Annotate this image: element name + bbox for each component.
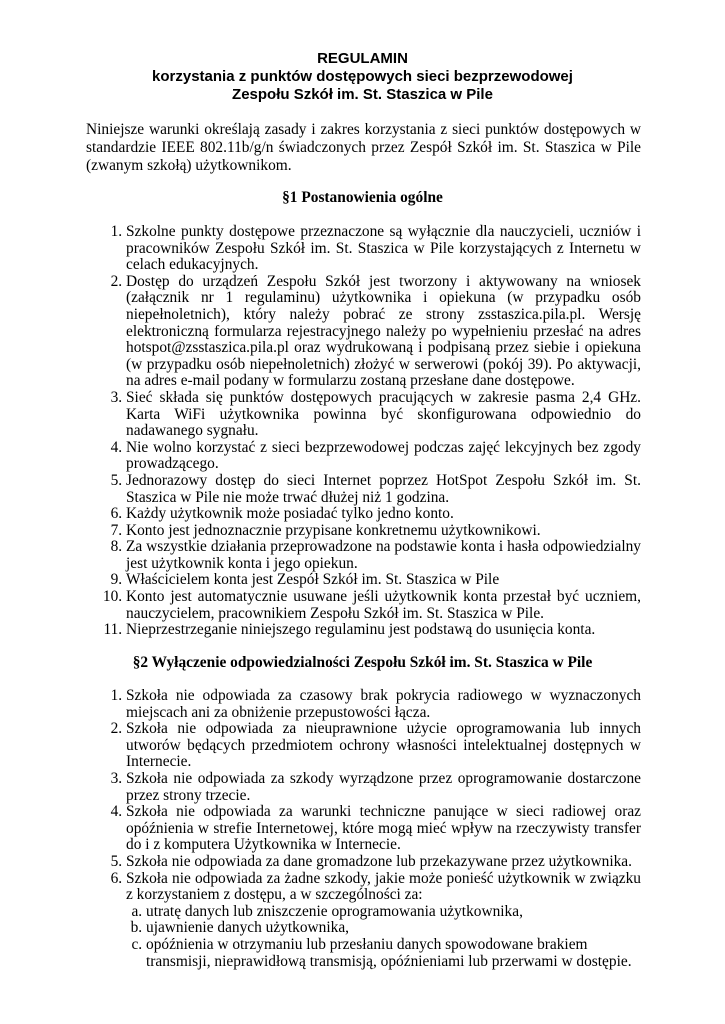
list-item xyxy=(126,274,641,390)
list-item xyxy=(126,473,641,506)
list-item xyxy=(126,622,641,639)
list-item xyxy=(146,920,641,937)
list-item xyxy=(146,937,641,970)
list-item xyxy=(126,854,641,871)
list-item-text: Szkolne punkty dostępowe przeznaczone są wyłącznie dla nauczycieli, uczniów i pracowników Zespołu Szkół im. St. Staszica w Pile korzystających z Internetu w celach edukacyjnych. xyxy=(126,223,641,274)
list-item-text: Szkoła nie odpowiada za dane gromadzone lub przekazywane przez użytkownika. xyxy=(126,852,632,870)
list-item xyxy=(126,539,641,572)
list-item-text: Szkoła nie odpowiada za warunki techniczne panujące w sieci radiowej oraz opóźnienia w strefie Internetowej, które mogą mieć wpływ na rzeczywisty transfer do i z komputera Użytkownika w Internecie. xyxy=(126,803,641,854)
document-title xyxy=(0,50,725,104)
title-line-2: korzystania z punktów dostępowych sieci bezprzewodowej xyxy=(152,68,573,85)
list-item-text: Szkoła nie odpowiada za czasowy brak pokrycia radiowego w wyznaczonych miejscach ani za obniżenie przepustowości łącza. xyxy=(126,687,641,721)
section-1-heading: §1 Postanowienia ogólne xyxy=(282,189,443,206)
list-item-text: Nie wolno korzystać z sieci bezprzewodowej podczas zajęć lekcyjnych bez zgody prowadzącego. xyxy=(126,438,641,473)
list-item xyxy=(126,572,641,589)
list-item-text: Szkoła nie odpowiada za nieuprawnione użycie oprogramowania lub innych utworów będących przedmiotem ochrony własności intelektualnej dostępnych w Internecie. xyxy=(126,720,641,771)
list-item-text: Nieprzestrzeganie niniejszego regulaminu jest podstawą do usunięcia konta. xyxy=(126,621,596,639)
list-item-text: utratę danych lub zniszczenie oprogramowania użytkownika, xyxy=(146,902,523,920)
list-item xyxy=(126,721,641,771)
list-item-text: Jednorazowy dostęp do sieci Internet poprzez HotSpot Zespołu Szkół im. St. Staszica w Pile nie może trwać dłużej niż 1 godzina. xyxy=(126,471,641,506)
list-item xyxy=(126,771,641,804)
list-item-text: Za wszystkie działania przeprowadzone na podstawie konta i hasła odpowiedzialny jest użytkownik konta i jego opiekun. xyxy=(126,538,641,572)
title-line-1: REGULAMIN xyxy=(317,50,408,67)
list-item-text: Konto jest jednoznacznie przypisane konkretnemu użytkownikowi. xyxy=(126,521,541,539)
list-item xyxy=(126,440,641,473)
section-2-heading: §2 Wyłączenie odpowiedzialności Zespołu Szkół im. St. Staszica w Pile xyxy=(132,654,593,671)
section-1-list xyxy=(86,224,641,639)
list-item xyxy=(146,904,641,921)
list-item-text: Szkoła nie odpowiada za szkody wyrządzone przez oprogramowanie dostarczone przez strony trzecie. xyxy=(126,769,641,804)
list-item xyxy=(126,688,641,721)
list-item xyxy=(126,871,641,971)
list-item-text: ujawnienie danych użytkownika, xyxy=(146,919,350,937)
intro-paragraph: Niniejsze warunki określają zasady i zakres korzystania z sieci punktów dostępowych w standardzie IEEE 802.11b/g/n świadczonych przez Zespół Szkół im. St. Staszica w Pile (zwanym szkołą) użytkownikom. xyxy=(86,121,641,174)
list-item xyxy=(126,804,641,854)
list-item xyxy=(126,523,641,540)
sub-list xyxy=(126,904,641,970)
list-item-text: opóźnienia w otrzymaniu lub przesłaniu danych spowodowane brakiem transmisji, nieprawidłową transmisją, opóźnieniami lub przerwami w dostępie. xyxy=(146,935,632,970)
title-line-3: Zespołu Szkół im. St. Staszica w Pile xyxy=(232,86,493,103)
list-item xyxy=(126,224,641,274)
list-item xyxy=(126,390,641,440)
list-item xyxy=(126,589,641,622)
list-item-text: Szkoła nie odpowiada za żadne szkody, jakie może ponieść użytkownik w związku z korzystaniem z dostępu, a w szczególności za: xyxy=(126,869,641,904)
list-item-text: Sieć składa się punktów dostępowych pracujących w zakresie pasma 2,4 GHz. Karta WiFi użytkownika powinna być skonfigurowana odpowiednio do nadawanego sygnału. xyxy=(126,388,641,440)
list-item-text: Właścicielem konta jest Zespół Szkół im. St. Staszica w Pile xyxy=(126,571,500,589)
section-2-list xyxy=(86,688,641,970)
list-item xyxy=(126,506,641,523)
list-item-text: Każdy użytkownik może posiadać tylko jedno konto. xyxy=(126,505,454,523)
list-item-text: Dostęp do urządzeń Zespołu Szkół jest tworzony i aktywowany na wniosek (załącznik nr 1 regulaminu) użytkownika i opiekuna (w przypadku osób niepełnoletnich), który należy pobrać ze strony zsstaszica.pila.pl. Wersję elektroniczną formularza rejestracyjnego należy po wypełnieniu przesłać na adres hotspot@zsstaszica.pila.pl oraz wydrukowaną i podpisaną przez siebie i opiekuna (w przypadku osób niepełnoletnich) złożyć w serwerowi (pokój 39). Po aktywacji, na adres e-mail podany w formularzu zostaną przesłane dane dostępowe. xyxy=(126,272,641,390)
list-item-text: Konto jest automatycznie usuwane jeśli użytkownik konta przestał być uczniem, nauczycielem, pracownikiem Zespołu Szkół im. St. Staszica w Pile. xyxy=(126,588,641,622)
